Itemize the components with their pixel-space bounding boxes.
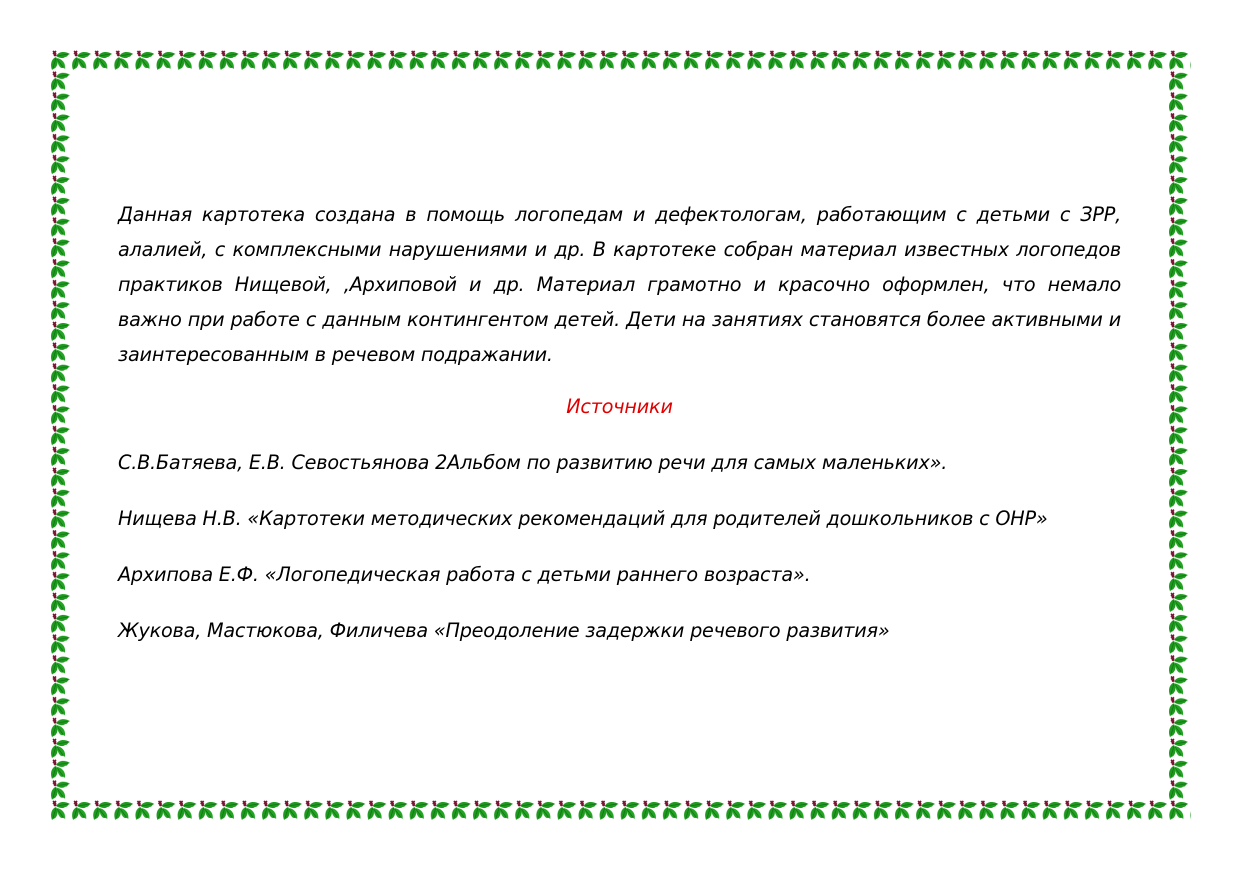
source-item: Нищева Н.В. «Картотеки методических рекомендаций для родителей дошкольников с ОНР» bbox=[118, 507, 1048, 530]
border-right bbox=[1168, 71, 1190, 801]
source-item: Жукова, Мастюкова, Филичева «Преодоление задержки речевого развития» bbox=[118, 619, 890, 642]
source-item: Архипова Е.Ф. «Логопедическая работа с детьми раннего возраста». bbox=[118, 563, 811, 586]
intro-paragraph: Данная картотека создана в помощь логопедам и дефектологам, работающим с детьми с ЗРР, алалией, с комплексными нарушениями и др. В картотеке собран материал известных логопедов практиков Нищевой, ,Архиповой и др. Материал грамотно и красочно оформлен, что немало важно при работе с данным контингентом детей. Дети на занятиях становятся более активными и заинтересованным в речевом подражании. bbox=[118, 203, 1121, 366]
sources-heading: Источники bbox=[566, 395, 673, 418]
border-bottom bbox=[50, 800, 1191, 822]
source-item: С.В.Батяева, Е.В. Севостьянова 2Альбом по развитию речи для самых маленьких». bbox=[118, 451, 948, 474]
sources-list bbox=[118, 446, 1121, 648]
border-left bbox=[50, 71, 72, 801]
border-top bbox=[50, 50, 1191, 72]
document-body bbox=[118, 197, 1121, 670]
